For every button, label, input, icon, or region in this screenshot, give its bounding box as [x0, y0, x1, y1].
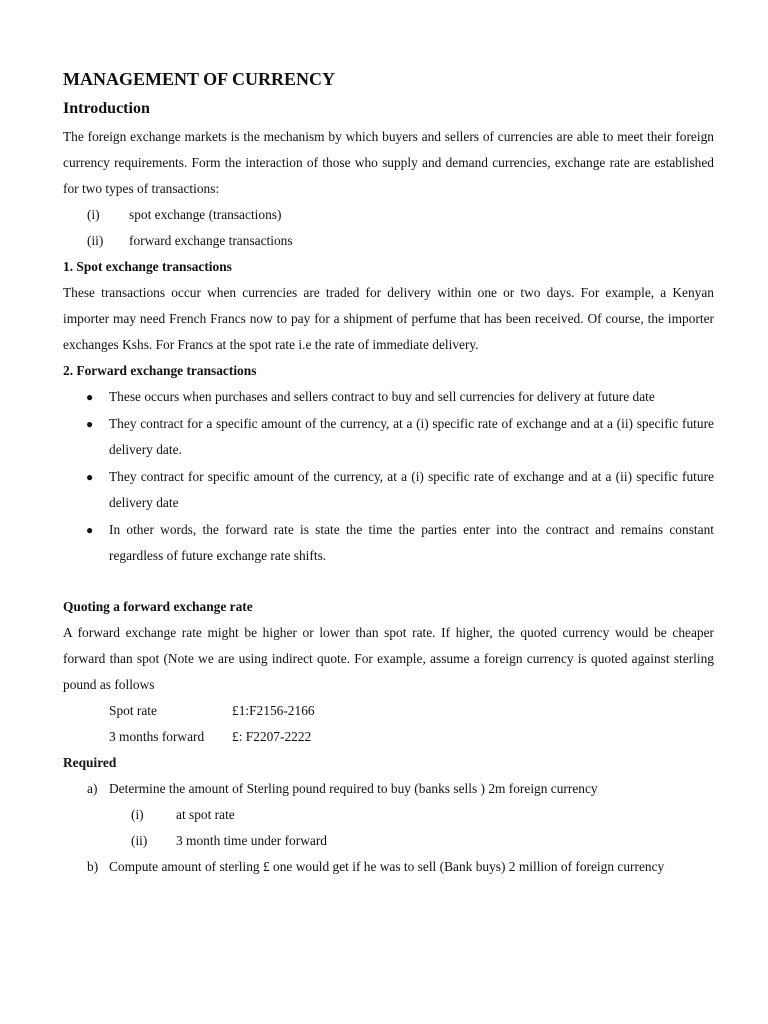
- document-title: MANAGEMENT OF CURRENCY: [63, 69, 335, 89]
- list-text: spot exchange (transactions): [129, 207, 282, 222]
- bullet-icon: ●: [86, 417, 94, 431]
- rate-row: [63, 698, 714, 724]
- bullet-text: These occurs when purchases and sellers contract to buy and sell currencies for delivery at future date: [109, 389, 655, 404]
- list-marker: (i): [87, 207, 100, 222]
- document-body: [63, 64, 714, 880]
- subitem-text: at spot rate: [176, 807, 235, 822]
- intro-paragraph: The foreign exchange markets is the mechanism by which buyers and sellers of currencies are able to meet their foreign currency requirements. Form the interaction of those who supply and demand currencies, exchange rate are established for two types of transactions:: [63, 129, 714, 196]
- question-subitem: [63, 828, 714, 854]
- bullet-item: [63, 411, 714, 463]
- rate-value: £: F2207-2222: [232, 729, 312, 744]
- bullet-icon: ●: [86, 390, 94, 404]
- rate-row: [63, 724, 714, 750]
- subitem-marker: (ii): [131, 833, 148, 848]
- bullet-item: [63, 384, 714, 410]
- required-heading: Required: [63, 755, 117, 770]
- question-a: [63, 776, 714, 802]
- rate-label: 3 months forward: [109, 729, 205, 744]
- quoting-heading: Quoting a forward exchange rate: [63, 599, 253, 614]
- question-marker: a): [87, 781, 98, 796]
- subitem-text: 3 month time under forward: [176, 833, 327, 848]
- bullet-text: In other words, the forward rate is state the time the parties enter into the contract and remains constant regardless of future exchange rate shifts.: [109, 522, 714, 563]
- spacer: [63, 570, 714, 594]
- rate-label: Spot rate: [109, 703, 157, 718]
- intro-list-item: [63, 202, 714, 228]
- forward-heading: 2. Forward exchange transactions: [63, 363, 257, 378]
- intro-list-item: [63, 228, 714, 254]
- list-text: forward exchange transactions: [129, 233, 293, 248]
- question-b: [63, 854, 714, 880]
- spot-paragraph: These transactions occur when currencies are traded for delivery within one or two days. For example, a Kenyan importer may need French Francs now to pay for a shipment of perfume that has been received. Of course, the importer exchanges Kshs. For Francs at the spot rate i.e the rate of immediate delivery.: [63, 285, 714, 352]
- rate-value: £1:F2156-2166: [232, 703, 315, 718]
- forward-bullet-list: [63, 384, 714, 569]
- bullet-item: [63, 464, 714, 516]
- bullet-icon: ●: [86, 470, 94, 484]
- question-text: Compute amount of sterling £ one would get if he was to sell (Bank buys) 2 million of foreign currency: [109, 859, 665, 874]
- question-subitem: [63, 802, 714, 828]
- question-text: Determine the amount of Sterling pound required to buy (banks sells ) 2m foreign currency: [109, 781, 598, 796]
- bullet-text: They contract for a specific amount of the currency, at a (i) specific rate of exchange and at a (ii) specific future delivery date.: [109, 416, 714, 457]
- bullet-item: [63, 517, 714, 569]
- list-marker: (ii): [87, 233, 104, 248]
- question-marker: b): [87, 859, 99, 874]
- bullet-text: They contract for specific amount of the currency, at a (i) specific rate of exchange and at a (ii) specific future delivery date: [109, 469, 714, 510]
- intro-heading: Introduction: [63, 100, 150, 117]
- spot-heading: 1. Spot exchange transactions: [63, 259, 232, 274]
- bullet-icon: ●: [86, 523, 94, 537]
- quoting-paragraph: A forward exchange rate might be higher or lower than spot rate. If higher, the quoted currency would be cheaper forward than spot (Note we are using indirect quote. For example, assume a foreign currency is quoted against sterling pound as follows: [63, 625, 714, 692]
- subitem-marker: (i): [131, 807, 144, 822]
